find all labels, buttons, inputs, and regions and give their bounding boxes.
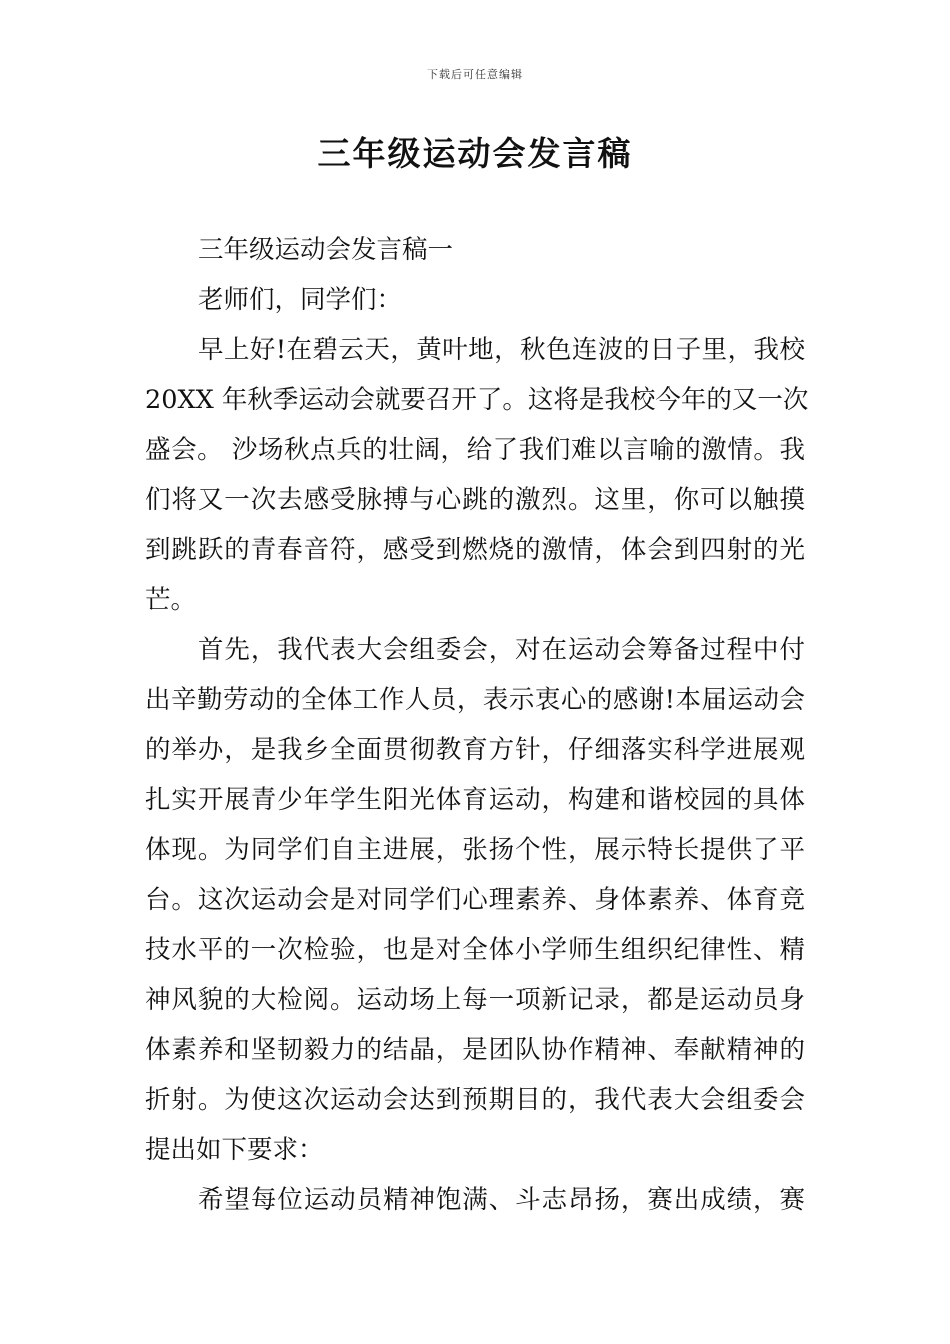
paragraph-line: 20XX 年秋季运动会就要召开了。这将是我校今年的又一次: [145, 385, 809, 415]
paragraph-line: 扎实开展青少年学生阳光体育运动，构建和谐校园的具体: [145, 785, 805, 815]
paragraph-line: 首先，我代表大会组委会，对在运动会筹备过程中付: [198, 635, 805, 665]
paragraph-line: 体现。为同学们自主进展，张扬个性，展示特长提供了平: [145, 835, 805, 865]
document-title: 三年级运动会发言稿: [317, 134, 633, 173]
paragraph-line: 台。这次运动会是对同学们心理素养、身体素养、体育竞: [145, 885, 805, 915]
paragraph-line: 体素养和坚韧毅力的结晶，是团队协作精神、奉献精神的: [145, 1035, 805, 1065]
paragraph-line: 神风貌的大检阅。运动场上每一项新记录，都是运动员身: [145, 985, 805, 1015]
greeting-line: 老师们，同学们：: [198, 285, 403, 315]
paragraph-line: 希望每位运动员精神饱满、斗志昂扬，赛出成绩，赛: [198, 1185, 805, 1215]
paragraph-line: 技水平的一次检验，也是对全体小学师生组织纪律性、精: [145, 935, 805, 965]
paragraph-line: 到跳跃的青春音符，感受到燃烧的激情，体会到四射的光: [145, 535, 805, 565]
paragraph-line: 们将又一次去感受脉搏与心跳的激烈。这里，你可以触摸: [145, 485, 805, 515]
paragraph-line: 早上好!在碧云天，黄叶地，秋色连波的日子里，我校: [198, 335, 805, 365]
paragraph-line: 提出如下要求：: [145, 1135, 324, 1165]
paragraph-line: 的举办，是我乡全面贯彻教育方针，仔细落实科学进展观: [145, 735, 805, 765]
subtitle-line: 三年级运动会发言稿一: [198, 235, 454, 265]
paragraph-line: 出辛勤劳动的全体工作人员，表示衷心的感谢!本届运动会: [145, 685, 805, 715]
header-note: 下载后可任意编辑: [427, 68, 523, 81]
document-body: [145, 225, 809, 1225]
paragraph-line: 芒。: [145, 585, 197, 615]
paragraph-line: 折射。为使这次运动会达到预期目的，我代表大会组委会: [145, 1085, 805, 1115]
paragraph-line: 盛会。 沙场秋点兵的壮阔，给了我们难以言喻的激情。我: [145, 435, 805, 465]
